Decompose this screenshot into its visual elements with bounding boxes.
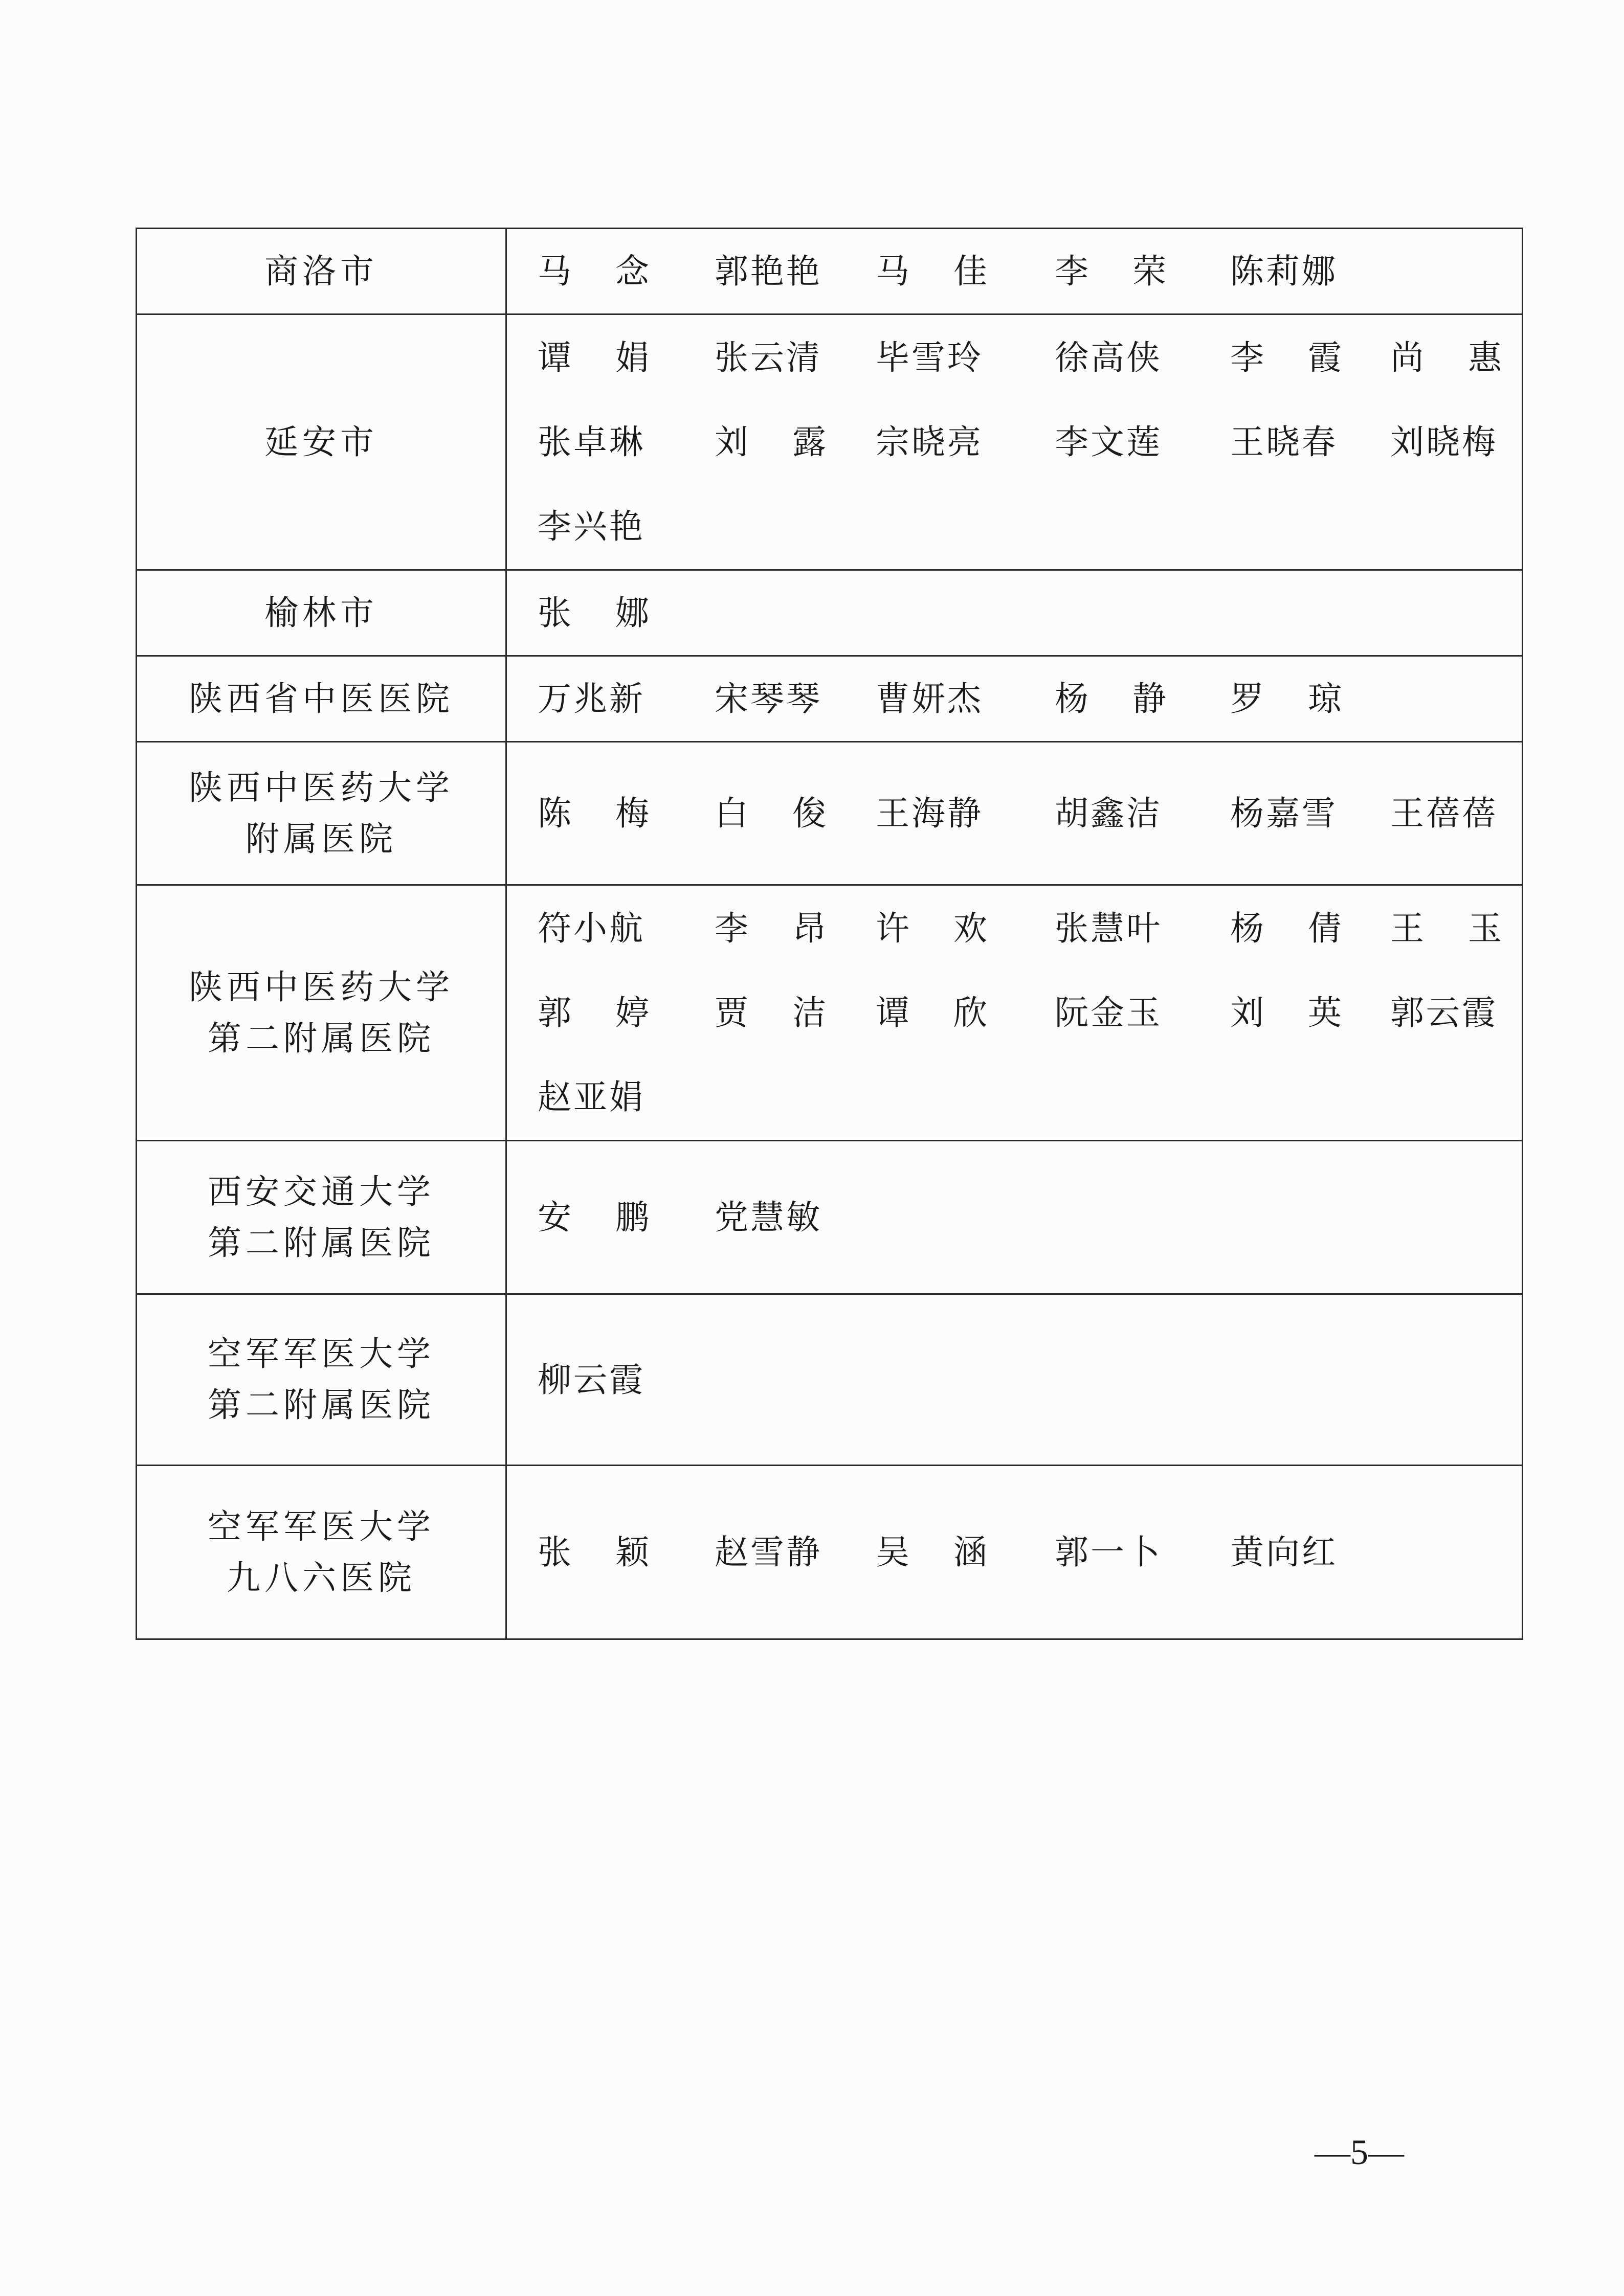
name-part: 玉 [1468, 909, 1504, 948]
name-part: 谭 [538, 338, 573, 377]
unit-cell [137, 1466, 506, 1639]
name-part: 徐高侠 [1055, 338, 1162, 377]
person-name [1390, 886, 1528, 971]
table-row [137, 885, 1523, 1141]
name-part: 王晓春 [1230, 422, 1338, 462]
name-part: 杨嘉雪 [1230, 794, 1338, 833]
person-name [538, 316, 715, 400]
names-cell [506, 229, 1523, 314]
name-part: 李文莲 [1055, 422, 1162, 462]
names-grid [507, 316, 1522, 569]
name-part: 符小航 [538, 909, 645, 948]
name-part: 欢 [953, 909, 989, 948]
person-name [715, 886, 876, 971]
person-name [1230, 316, 1390, 400]
names-cell [506, 314, 1523, 570]
unit-cell [137, 229, 506, 314]
name-part: 许 [876, 909, 911, 948]
person-name [1230, 657, 1390, 741]
unit-cell [137, 570, 506, 656]
unit-name-line: 第二附属医院 [208, 1018, 435, 1058]
names-grid [507, 771, 1522, 856]
person-name [715, 400, 876, 484]
unit-cell [137, 1141, 506, 1294]
table-row [137, 314, 1523, 570]
person-name [538, 971, 715, 1055]
name-part: 涵 [953, 1533, 989, 1572]
names-cell [506, 1141, 1523, 1294]
unit-name-line: 陕西省中医医院 [189, 679, 454, 718]
table-row [137, 229, 1523, 314]
name-part: 念 [615, 252, 651, 291]
page-number: —5— [1315, 2133, 1404, 2172]
name-part: 赵雪静 [715, 1533, 822, 1572]
name-part: 佳 [953, 252, 989, 291]
unit-cell [137, 314, 506, 570]
name-part: 吴 [876, 1533, 911, 1572]
person-name [1055, 971, 1230, 1055]
unit-name-line: 延安市 [264, 422, 378, 462]
person-name [538, 571, 715, 655]
table-row [137, 570, 1523, 656]
name-part: 王海静 [876, 794, 983, 833]
names-cell [506, 656, 1523, 742]
person-name [538, 657, 715, 741]
table-row [137, 656, 1523, 742]
name-part: 李 [1055, 252, 1091, 291]
name-part: 黄向红 [1230, 1533, 1338, 1572]
roster-body [137, 229, 1523, 1639]
unit-cell [137, 742, 506, 885]
name-part: 安 [538, 1198, 573, 1237]
name-part: 曹妍杰 [876, 679, 983, 718]
person-name [1230, 1510, 1390, 1594]
person-name [1055, 771, 1230, 856]
person-name [876, 1510, 1055, 1594]
name-part: 王蓓蓓 [1390, 794, 1498, 833]
name-part: 张云清 [715, 338, 822, 377]
name-part: 刘 [1230, 993, 1266, 1032]
name-part: 娟 [615, 338, 651, 377]
table-row [137, 1141, 1523, 1294]
name-part: 宗晓亮 [876, 422, 983, 462]
person-name [538, 771, 715, 856]
name-part: 鹏 [615, 1198, 651, 1237]
names-cell [506, 570, 1523, 656]
unit-name-line: 附属医院 [246, 819, 397, 859]
names-cell [506, 1466, 1523, 1639]
unit-name-line: 空军军医大学 [208, 1506, 435, 1546]
unit-name-line: 商洛市 [264, 251, 378, 291]
name-part: 郭一卜 [1055, 1533, 1162, 1572]
name-part: 白 [715, 794, 750, 833]
names-grid [507, 657, 1522, 741]
name-part: 郭 [538, 993, 573, 1032]
person-name [1230, 971, 1390, 1055]
name-part: 惠 [1468, 338, 1504, 377]
name-part: 李 [715, 909, 750, 948]
name-part: 张慧叶 [1055, 909, 1162, 948]
name-part: 娜 [615, 593, 651, 633]
name-part: 梅 [615, 794, 651, 833]
names-grid [507, 886, 1522, 1139]
name-part: 刘 [715, 422, 750, 462]
names-cell [506, 742, 1523, 885]
person-name [715, 971, 876, 1055]
person-name [876, 400, 1055, 484]
name-part: 胡鑫洁 [1055, 794, 1162, 833]
person-name [538, 1055, 715, 1139]
name-part: 万兆新 [538, 679, 645, 718]
person-name [1230, 886, 1390, 971]
name-part: 刘晓梅 [1390, 422, 1498, 462]
person-name [1055, 400, 1230, 484]
name-part: 荣 [1132, 252, 1168, 291]
person-name [1055, 316, 1230, 400]
names-cell [506, 885, 1523, 1141]
person-name [715, 316, 876, 400]
name-part: 郭云霞 [1390, 993, 1498, 1032]
person-name [1390, 771, 1528, 856]
name-part: 张卓琳 [538, 422, 645, 462]
person-name [876, 657, 1055, 741]
roster-table [136, 228, 1523, 1640]
table-row [137, 1294, 1523, 1466]
unit-cell [137, 1294, 506, 1466]
person-name [538, 886, 715, 971]
name-part: 英 [1308, 993, 1344, 1032]
name-part: 王 [1390, 909, 1426, 948]
name-part: 露 [792, 422, 828, 462]
name-part: 马 [876, 252, 911, 291]
name-part: 俊 [792, 794, 828, 833]
unit-cell [137, 656, 506, 742]
person-name [715, 771, 876, 856]
person-name [1055, 657, 1230, 741]
table-row [137, 1466, 1523, 1639]
name-part: 欣 [953, 993, 989, 1032]
person-name [715, 229, 876, 313]
unit-name-line: 第二附属医院 [208, 1385, 435, 1425]
names-grid [507, 1175, 1522, 1259]
name-part: 颖 [615, 1533, 651, 1572]
name-part: 琼 [1308, 679, 1344, 718]
name-part: 李 [1230, 338, 1266, 377]
names-cell [506, 1294, 1523, 1466]
name-part: 尚 [1390, 338, 1426, 377]
person-name [876, 229, 1055, 313]
name-part: 柳云霞 [538, 1360, 645, 1400]
person-name [715, 1510, 876, 1594]
name-part: 赵亚娟 [538, 1077, 645, 1117]
person-name [1390, 400, 1528, 484]
name-part: 静 [1132, 679, 1168, 718]
person-name [876, 316, 1055, 400]
name-part: 昂 [792, 909, 828, 948]
name-part: 阮金玉 [1055, 993, 1162, 1032]
unit-cell [137, 885, 506, 1141]
name-part: 杨 [1230, 909, 1266, 948]
name-part: 洁 [792, 993, 828, 1032]
name-part: 张 [538, 593, 573, 633]
name-part: 倩 [1308, 909, 1344, 948]
person-name [1230, 771, 1390, 856]
person-name [538, 1338, 715, 1422]
person-name [538, 400, 715, 484]
unit-name-line: 九八六医院 [227, 1558, 416, 1597]
name-part: 霞 [1308, 338, 1344, 377]
person-name [715, 1175, 876, 1259]
name-part: 贾 [715, 993, 750, 1032]
name-part: 郭艳艳 [715, 252, 822, 291]
names-grid [507, 571, 1522, 655]
name-part: 宋琴琴 [715, 679, 822, 718]
name-part: 陈 [538, 794, 573, 833]
person-name [715, 657, 876, 741]
person-name [1230, 400, 1390, 484]
name-part: 婷 [615, 993, 651, 1032]
name-part: 杨 [1055, 679, 1091, 718]
person-name [538, 484, 715, 569]
name-part: 谭 [876, 993, 911, 1032]
names-grid [507, 229, 1522, 313]
person-name [1230, 229, 1390, 313]
name-part: 毕雪玲 [876, 338, 983, 377]
unit-name-line: 西安交通大学 [208, 1172, 435, 1211]
person-name [876, 771, 1055, 856]
person-name [1390, 316, 1528, 400]
name-part: 马 [538, 252, 573, 291]
unit-name-line: 陕西中医药大学 [189, 768, 454, 807]
person-name [1055, 886, 1230, 971]
names-grid [507, 1338, 1522, 1422]
person-name [538, 229, 715, 313]
name-part: 李兴艳 [538, 507, 645, 546]
names-grid [507, 1510, 1522, 1594]
person-name [1390, 971, 1528, 1055]
table-row [137, 742, 1523, 885]
person-name [1055, 1510, 1230, 1594]
person-name [538, 1510, 715, 1594]
person-name [876, 886, 1055, 971]
unit-name-line: 陕西中医药大学 [189, 967, 454, 1007]
person-name [538, 1175, 715, 1259]
unit-name-line: 榆林市 [264, 593, 378, 633]
person-name [876, 971, 1055, 1055]
name-part: 陈莉娜 [1230, 252, 1338, 291]
unit-name-line: 第二附属医院 [208, 1223, 435, 1263]
name-part: 党慧敏 [715, 1198, 822, 1237]
name-part: 罗 [1230, 679, 1266, 718]
person-name [1055, 229, 1230, 313]
unit-name-line: 空军军医大学 [208, 1334, 435, 1374]
name-part: 张 [538, 1533, 573, 1572]
